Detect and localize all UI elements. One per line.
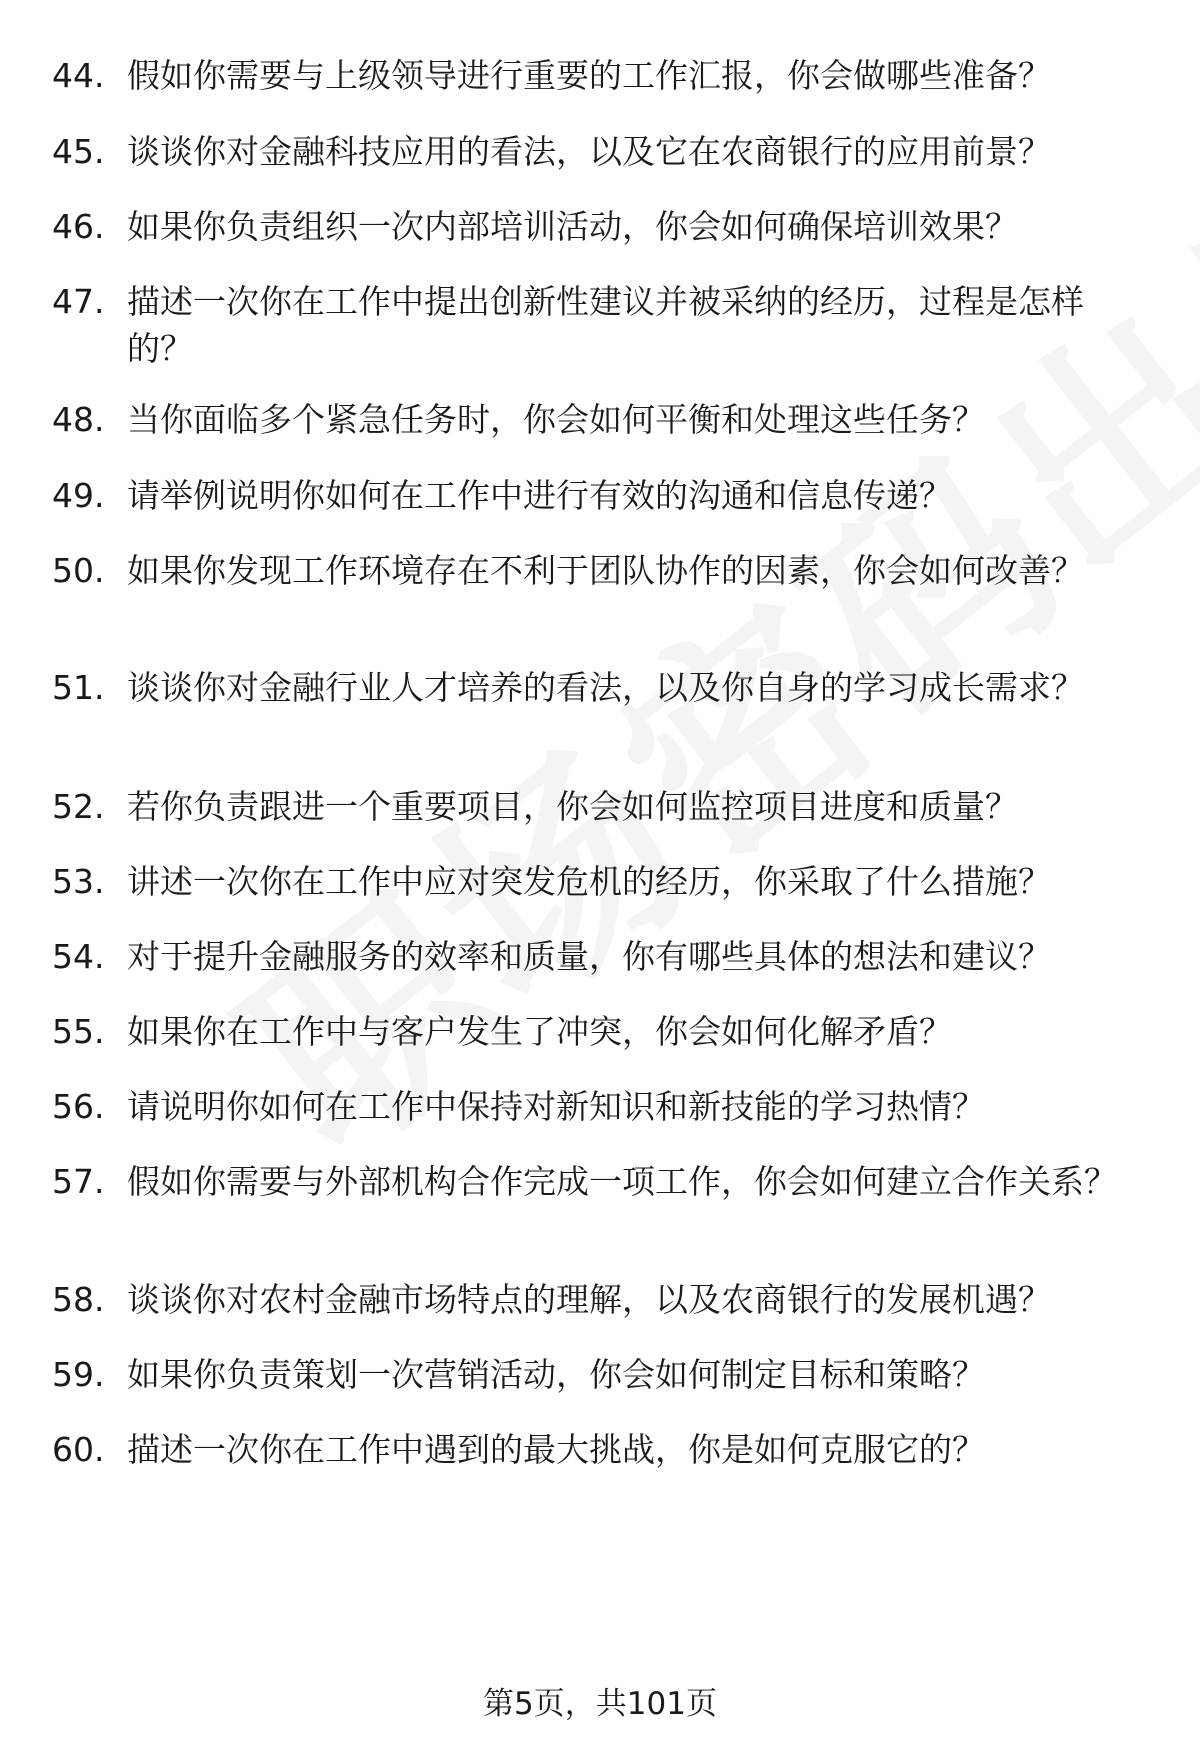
question-text: 若你负责跟进一个重要项目，你会如何监控项目进度和质量？ (127, 787, 1018, 826)
question-text: 描述一次你在工作中提出创新性建议并被采纳的经历，过程是怎样的？ (127, 282, 1084, 368)
question-number: 44. (52, 56, 105, 95)
question-number: 59. (52, 1355, 105, 1394)
question-number: 46. (52, 207, 105, 246)
question-number: 52. (52, 787, 105, 826)
question-text: 假如你需要与上级领导进行重要的工作汇报，你会做哪些准备？ (127, 56, 1051, 95)
question-number: 54. (52, 937, 105, 976)
question-number: 55. (52, 1012, 105, 1051)
question-number: 53. (52, 862, 105, 901)
page-footer: 第5页，共101页 (483, 1686, 717, 1722)
question-text: 讲述一次你在工作中应对突发危机的经历，你采取了什么措施？ (127, 862, 1051, 901)
question-text: 如果你发现工作环境存在不利于团队协作的因素，你会如何改善？ (127, 551, 1084, 590)
question-text: 谈谈你对金融科技应用的看法，以及它在农商银行的应用前景？ (127, 132, 1051, 171)
question-number: 49. (52, 476, 105, 515)
question-number: 60. (52, 1430, 105, 1469)
question-number: 47. (52, 282, 105, 321)
question-text: 描述一次你在工作中遇到的最大挑战，你是如何克服它的？ (127, 1430, 985, 1469)
question-text: 请举例说明你如何在工作中进行有效的沟通和信息传递？ (127, 476, 952, 515)
question-text: 如果你在工作中与客户发生了冲突，你会如何化解矛盾？ (127, 1012, 952, 1051)
question-text: 如果你负责策划一次营销活动，你会如何制定目标和策略？ (127, 1355, 985, 1394)
question-text: 谈谈你对金融行业人才培养的看法，以及你自身的学习成长需求？ (127, 668, 1084, 707)
question-number: 57. (52, 1162, 105, 1201)
question-text: 如果你负责组织一次内部培训活动，你会如何确保培训效果？ (127, 207, 1018, 246)
question-number: 48. (52, 400, 105, 439)
question-text: 假如你需要与外部机构合作完成一项工作，你会如何建立合作关系？ (127, 1162, 1117, 1201)
question-number: 51. (52, 668, 105, 707)
question-text: 请说明你如何在工作中保持对新知识和新技能的学习热情？ (127, 1087, 985, 1126)
question-number: 58. (52, 1280, 105, 1319)
question-number: 45. (52, 132, 105, 171)
question-text: 当你面临多个紧急任务时，你会如何平衡和处理这些任务？ (127, 400, 985, 439)
question-text: 谈谈你对农村金融市场特点的理解，以及农商银行的发展机遇？ (127, 1280, 1051, 1319)
question-number: 50. (52, 551, 105, 590)
question-number: 56. (52, 1087, 105, 1126)
question-text: 对于提升金融服务的效率和质量，你有哪些具体的想法和建议？ (127, 937, 1051, 976)
